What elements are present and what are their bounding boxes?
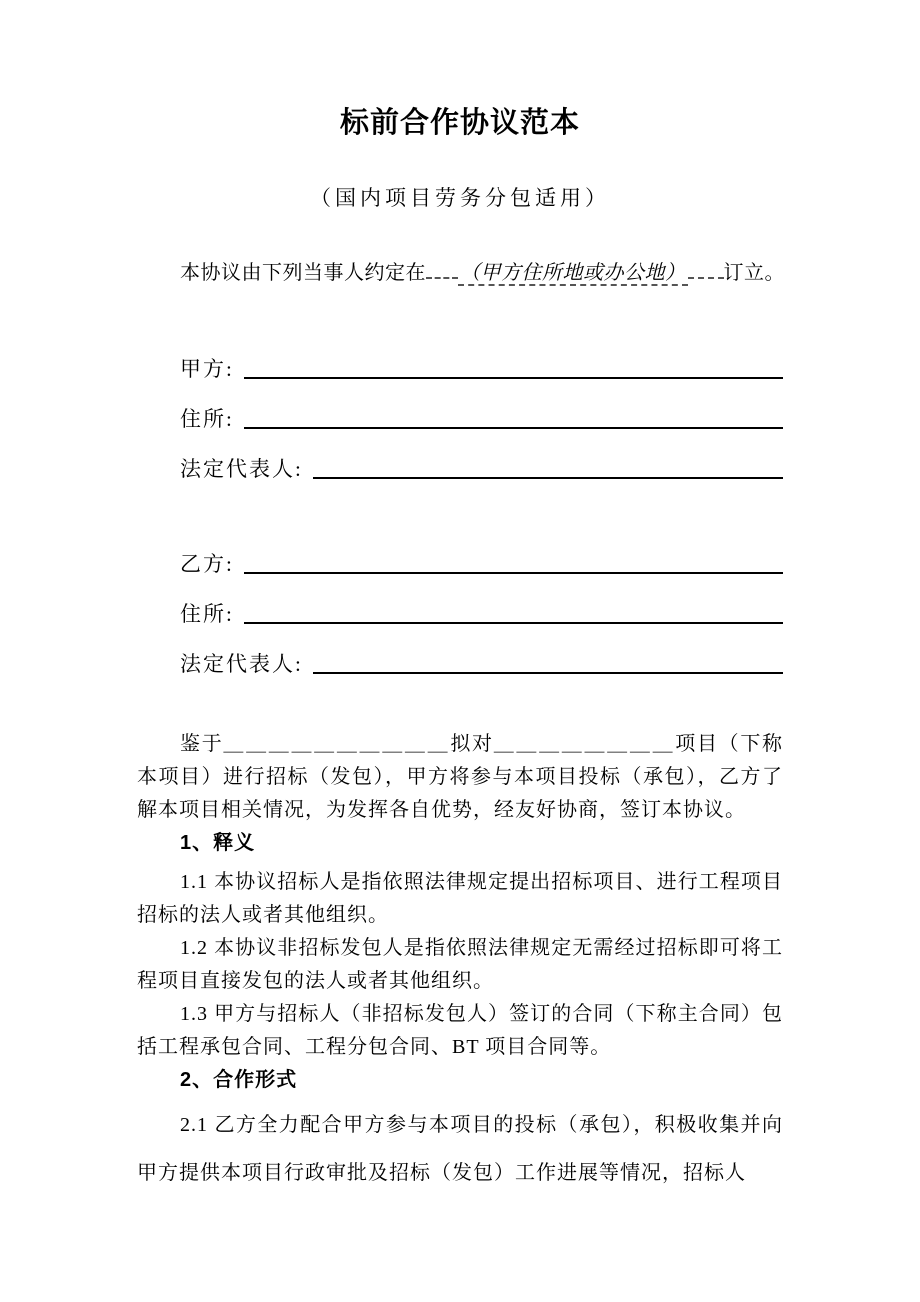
whereas-mid: 拟对 xyxy=(450,733,494,755)
clause-2-1: 2.1 乙方全力配合甲方参与本项目的投标（承包），积极收集并向甲方提供本项目行政审批及招标（发包）工作进展等情况，招标人 xyxy=(137,1114,783,1184)
intro-paragraph xyxy=(137,257,783,288)
party-a-address-label: 住所: xyxy=(180,407,234,431)
document-title: 标前合作协议范本 xyxy=(339,107,580,139)
party-b-representative-row xyxy=(137,628,783,678)
whereas-rest: 项目（下称本项目）进行招标（发包），甲方将参与本项目投标（承包），乙方了解本项目相关情况，为发挥各自优势，经友好协商，签订本协议。 xyxy=(137,733,784,821)
party-b-name-label: 乙方: xyxy=(180,552,234,576)
party-a-name-blank-line xyxy=(244,377,783,379)
intro-prefix: 本协议由下列当事人约定在 xyxy=(180,262,426,284)
party-b-address-row xyxy=(137,578,783,628)
section-2-heading: 2、合作形式 xyxy=(180,1069,298,1091)
party-b-address-label: 住所: xyxy=(180,602,234,626)
intro-suffix: 订立。 xyxy=(723,262,785,284)
whereas-pre: 鉴于 xyxy=(180,733,224,755)
clause-1-3: 1.3 甲方与招标人（非招标发包人）签订的合同（下称主合同）包括工程承包合同、工程分包合同、BT 项目合同等。 xyxy=(137,1003,783,1058)
clause-1-2: 1.2 本协议非招标发包人是指依照法律规定无需经过招标即可将工程项目直接发包的法人或者其他组织。 xyxy=(137,937,783,992)
intro-placeholder: （甲方住所地或办公地） xyxy=(460,262,686,284)
intro-blank-left xyxy=(426,257,458,279)
party-a-name-label: 甲方: xyxy=(180,357,234,381)
party-a-address-blank-line xyxy=(244,427,783,429)
whereas-blank-2: ＿＿＿＿＿＿＿＿ xyxy=(493,733,676,755)
party-b-representative-label: 法定代表人: xyxy=(180,652,303,676)
party-a-name-row xyxy=(137,333,783,383)
section-1-heading: 1、释义 xyxy=(180,832,256,854)
party-a-representative-row xyxy=(137,433,783,483)
party-a-representative-label: 法定代表人: xyxy=(180,457,303,481)
whereas-paragraph xyxy=(137,728,783,827)
party-b-name-row xyxy=(137,528,783,578)
party-b-representative-blank-line xyxy=(313,672,783,674)
party-b-address-blank-line xyxy=(244,622,783,624)
intro-blank-right xyxy=(688,257,724,279)
party-a-address-row xyxy=(137,383,783,433)
party-b-block xyxy=(137,528,783,678)
clause-1-1: 1.1 本协议招标人是指依照法律规定提出招标项目、进行工程项目招标的法人或者其他组织。 xyxy=(137,871,783,926)
document-subtitle: （国内项目劳务分包适用） xyxy=(310,186,610,210)
party-a-representative-blank-line xyxy=(313,477,783,479)
whereas-blank-1: ＿＿＿＿＿＿＿＿＿＿ xyxy=(223,733,451,755)
party-b-name-blank-line xyxy=(244,572,783,574)
party-a-block xyxy=(137,333,783,483)
